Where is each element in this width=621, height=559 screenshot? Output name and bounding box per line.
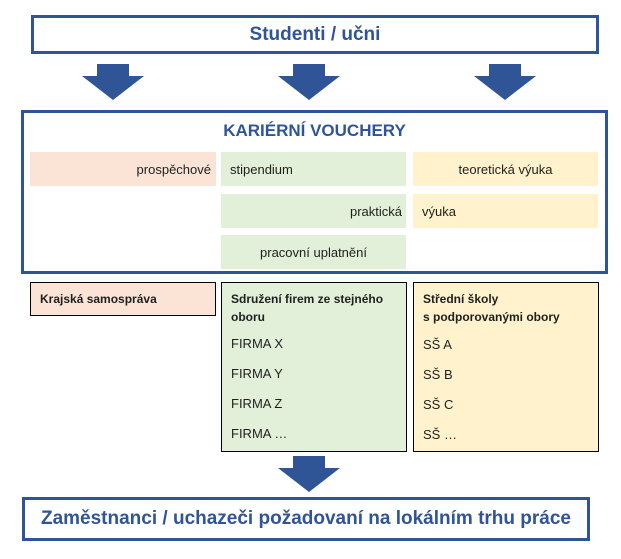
company-item: FIRMA X [231,336,284,351]
strip-vyuka [413,194,598,228]
students-box [31,15,599,54]
strip-pracovni-label: pracovní uplatnění [260,244,367,260]
school-item: SŠ A [423,337,452,352]
school-item: SŠ … [423,427,457,442]
strip-stipendium-label: stipendium [230,161,293,177]
students-label: Studenti / učni [249,23,381,45]
company-association-box [221,282,407,452]
strip-teoreticka-label: teoretická výuka [458,161,553,177]
company-item: FIRMA Z [231,396,283,411]
strip-prakticka [221,194,406,228]
regional-government-box [30,282,216,316]
strip-prakticka-label: praktická [349,203,402,219]
employees-label: Zaměstnanci / uchazeči požadovaní na lokálním trhu práce [40,508,572,529]
company-association-title-line1: Sdružení firem ze stejného [231,292,384,306]
strip-vyuka-label: výuka [422,203,456,219]
company-association-title-line2: oboru [231,310,265,324]
strip-prospechove-label: prospěchové [136,161,211,177]
strip-prospechove [30,152,216,186]
down-arrow-icon-left [82,64,144,100]
down-arrow-icon-right [474,64,536,100]
down-arrow-icon-middle [278,64,340,100]
career-vouchers-title: KARIÉRNÍ VOUCHERY [223,121,406,140]
company-item: FIRMA … [231,426,288,441]
secondary-schools-box [413,282,599,452]
down-arrow-icon-bottom [278,456,340,492]
employees-box [22,497,590,541]
company-item: FIRMA Y [231,366,283,381]
strip-stipendium [221,152,406,186]
school-item: SŠ C [423,397,454,412]
regional-government-title: Krajská samospráva [40,292,157,306]
secondary-schools-title-line1: Střední školy [423,292,499,306]
secondary-schools-title-line2: s podporovanými obory [423,310,560,324]
school-item: SŠ B [423,367,453,382]
strip-pracovni-uplatneni [221,235,406,269]
strip-teoreticka-vyuka [413,152,598,186]
